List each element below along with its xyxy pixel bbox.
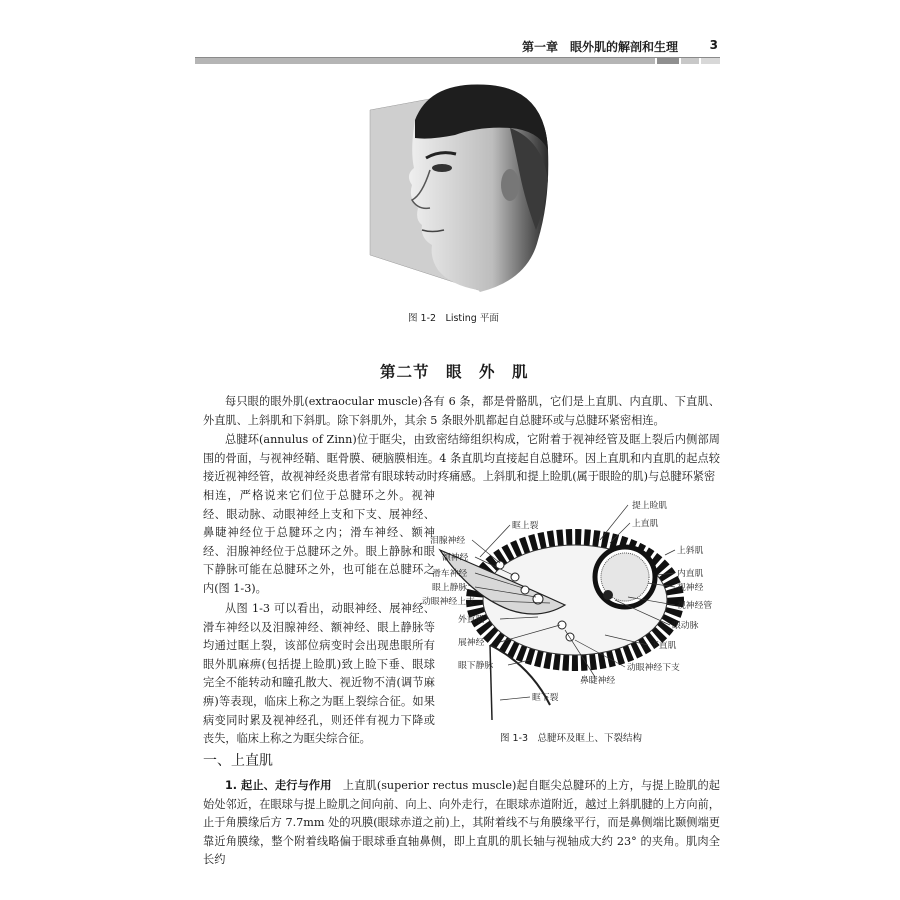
label-superior-rectus: 上直肌 [632, 519, 659, 529]
label-abducens-nerve: 展神经 [458, 638, 485, 648]
paragraph-2: 总腱环(annulus of Zinn)位于眶尖，由致密结缔组织构成，它附着于视神经管及眶上裂后内侧部周围的骨面，与视神经鞘、眶骨膜、硬脑膜相连。4 条直肌均直接起自总腱环。因上直肌和内直肌的起点较接近视神经管，故视神经炎患者常有眼球转动时疼痛感。上斜肌和提上睑肌(属于眼睑的肌)与总腱环紧密 [203, 433, 720, 484]
figure-1-3-caption: 图 1-3 总腱环及眶上、下裂结构 [500, 733, 643, 744]
label-optic-canal: 视神经管 [677, 601, 713, 611]
label-superior-ophthalmic-vein: 眼上静脉 [432, 583, 468, 593]
paragraph-3: 从图 1-3 可以看出，动眼神经、展神经、滑车神经以及泪腺神经、额神经、眼上静脉等均通过眶上裂，该部位病变时会出现患眼所有眼外肌麻痹(包括提上睑肌)致上睑下垂、眼球完全不能转动和瞳孔散大、视近物不清(调节麻痹)等表现，临床上称之为眶上裂综合征。如果病变同时累及视神经孔，则还伴有视力下降或丧失，临床上称之为眶尖综合征。 [203, 602, 435, 746]
figure-1-2-caption: 图 1-2 Listing 平面 [408, 313, 499, 324]
subsection-paragraph [203, 777, 720, 870]
label-oculomotor-superior: 动眼神经上支 [422, 597, 475, 607]
subsection-text: 上直肌(superior rectus muscle)起自眶尖总腱环的上方，与提上睑肌的起始处邻近，在眼球与提上睑肌之间向前、向上、向外走行，在眼球赤道附近，越过上斜肌腱的上方向前，止于角膜缘后方 7.7mm 处的巩膜(眼球赤道之前)上，其附着线不与角膜缘平行，而是鼻侧端比颞侧端更靠近角膜缘，整个附着线略偏于眼球垂直轴鼻侧，即上直肌的肌长轴与视轴成大约 23° 的夹角。肌肉全长约 [203, 779, 720, 867]
annulus-of-zinn-diagram [420, 495, 720, 725]
label-inferior-rectus: 下直肌 [650, 641, 677, 651]
listing-plane-figure [360, 80, 550, 300]
label-oculomotor-inferior: 动眼神经下支 [627, 663, 680, 673]
label-optic-nerve: 视神经 [677, 583, 704, 593]
label-ophthalmic-artery: 眼动脉 [672, 621, 699, 631]
subsection-lead: 1. 起止、走行与作用 [225, 779, 332, 792]
label-inferior-ophthalmic-vein: 眼下静脉 [458, 661, 494, 671]
label-lacrimal-nerve: 泪腺神经 [430, 536, 466, 546]
label-lateral-rectus: 外直肌 [458, 615, 485, 625]
paragraph-2-continued: 相连，严格说来它们位于总腱环之外。视神经、眼动脉、动眼神经上支和下支、展神经、鼻睫神经位于总腱环之内；滑车神经、额神经、泪腺神经位于总腱环之外。眼上静脉和眼下静脉可能在总腱环之外，也可能在总腱环之内(图 1-3)。 [203, 489, 435, 595]
label-nasociliary: 鼻睫神经 [580, 676, 616, 686]
paragraph-1: 每只眼的眼外肌(extraocular muscle)各有 6 条，都是骨骼肌，它们是上直肌、内直肌、下直肌、外直肌、上斜肌和下斜肌。除下斜肌外，其余 5 条眼外肌都起自总腱环或与总腱环紧密相连。 [203, 395, 720, 427]
label-trochlear-nerve: 滑车神经 [432, 569, 468, 579]
label-levator: 提上睑肌 [632, 501, 668, 511]
subsection-heading: 一、上直肌 [203, 753, 273, 769]
page-number: 3 [709, 38, 718, 52]
header-decor-bars [195, 58, 720, 64]
section-title: 第二节 眼 外 肌 [380, 363, 529, 381]
label-medial-rectus: 内直肌 [677, 569, 704, 579]
chapter-title: 第一章 眼外肌的解剖和生理 [521, 40, 678, 54]
label-superior-orbital-fissure: 眶上裂 [512, 521, 539, 531]
label-frontal-nerve: 额神经 [442, 553, 469, 563]
label-inferior-orbital-fissure: 眶下裂 [532, 693, 559, 703]
label-superior-oblique: 上斜肌 [677, 546, 704, 556]
